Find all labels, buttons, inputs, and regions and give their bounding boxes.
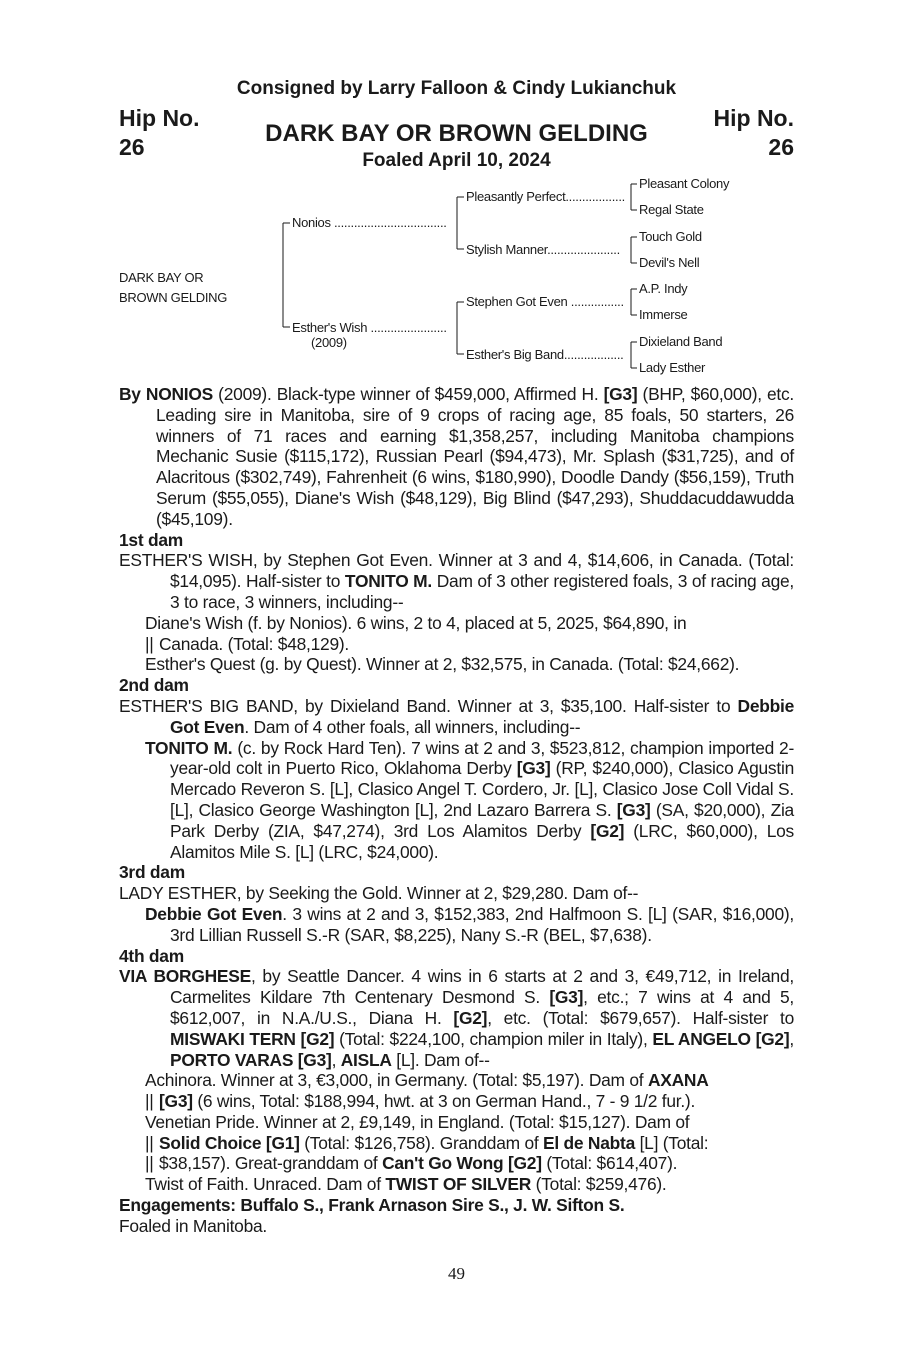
pedigree-bracket-lines	[0, 0, 913, 380]
hip-label: Hip No.	[119, 105, 200, 131]
foal-entry-cont: || [G3] (6 wins, Total: $188,994, hwt. at 3 on German Hand., 7 - 9 1/2 fur.).	[145, 1091, 696, 1112]
catalog-body	[119, 384, 794, 1237]
second-dam-paragraph: ESTHER'S BIG BAND, by Dixieland Band. Winner at 3, $35,100. Half-sister to Debbie Got Even. Dam of 4 other foals, all winners, including--	[119, 695, 794, 737]
subject-line-2: BROWN GELDING	[119, 290, 228, 305]
sire-name: Nonios	[292, 215, 331, 230]
sire-dam-name: Stylish Manner	[466, 242, 548, 257]
foal-entry-cont: || Solid Choice [G1] (Total: $126,758). Granddam of El de Nabta [L] (Total:	[145, 1132, 709, 1153]
ggp-4: Devil's Nell	[639, 255, 700, 270]
dam-sire-name: Stephen Got Even	[466, 294, 568, 309]
dam-dam-name: Esther's Big Band	[466, 347, 564, 362]
engagements: Engagements: Buffalo S., Frank Arnason Sire S., J. W. Sifton S.	[119, 1195, 625, 1216]
pedigree-subject	[119, 268, 227, 308]
ggp-2: Regal State	[639, 202, 704, 217]
foal-entry-cont: || Canada. (Total: $48,129).	[145, 633, 350, 654]
third-dam-paragraph: LADY ESTHER, by Seeking the Gold. Winner at 2, $29,280. Dam of--	[119, 883, 639, 904]
sire-paragraph: By NONIOS (2009). Black-type winner of $459,000, Affirmed H. [G3] (BHP, $60,000), etc. Leading sire in Manitoba, sire of 9 crops of racing age, 85 foals, 50 starters, 26 winners of 71 races and earning $1,358,257, including Manitoba champions Mechanic Susie ($115,172), Russian Pearl ($94,473), Mr. Splash ($31,725), and of Alacritous ($302,749), Fahrenheit (6 wins, $180,990), Doodle Dandy ($56,159), Truth Serum ($55,055), Diane's Wish ($48,129), Big Blind ($47,293), Shuddacuddawudda ($45,109).	[119, 384, 795, 529]
foaled-date: Foaled April 10, 2024	[362, 150, 551, 171]
sire-sire-name: Pleasantly Perfect	[466, 189, 566, 204]
first-dam-heading: 1st dam	[119, 529, 183, 550]
subject-line-1: DARK BAY OR	[119, 270, 204, 285]
second-dam-heading: 2nd dam	[119, 675, 189, 696]
hip-value: 26	[119, 134, 145, 160]
foal-entry: Achinora. Winner at 3, €3,000, in Germany. (Total: $5,197). Dam of AXANA	[145, 1070, 709, 1091]
first-dam-paragraph: ESTHER'S WISH, by Stephen Got Even. Winner at 3 and 4, $14,606, in Canada. (Total: $14,095). Half-sister to TONITO M. Dam of 3 other registered foals, 3 of racing age, 3 to race, 3 winners, including--	[119, 550, 794, 612]
ggp-6: Immerse	[639, 307, 688, 322]
consignor-line: Consigned by Larry Falloon & Cindy Lukianchuk	[236, 78, 677, 99]
ggp-7: Dixieland Band	[639, 334, 723, 349]
pedigree-sire: Nonios ..................................	[292, 215, 447, 230]
ggp-8: Lady Esther	[639, 360, 706, 375]
foal-entry-cont: || $38,157). Great-granddam of Can't Go Wong [G2] (Total: $614,407).	[145, 1153, 678, 1174]
third-dam-heading: 3rd dam	[119, 862, 185, 883]
foal-entry: Debbie Got Even. 3 wins at 2 and 3, $152,383, 2nd Halfmoon S. [L] (SAR, $16,000), 3rd Lillian Russell S.-R (SAR, $8,225), Nany S.-R (BEL, $7,638).	[145, 903, 794, 945]
foal-entry: Diane's Wish (f. by Nonios). 6 wins, 2 to 4, placed at 5, 2025, $64,890, in	[145, 612, 687, 633]
pedigree-dam-dam: Esther's Big Band..................	[466, 347, 624, 362]
pedigree-dam-year: (2009)	[311, 335, 347, 350]
foal-entry: Esther's Quest (g. by Quest). Winner at 2, $32,575, in Canada. (Total: $24,662).	[145, 654, 740, 675]
pedigree-sire-sire: Pleasantly Perfect..................	[466, 189, 625, 204]
foal-entry: Twist of Faith. Unraced. Dam of TWIST OF SILVER (Total: $259,476).	[145, 1174, 667, 1195]
foal-entry: Venetian Pride. Winner at 2, £9,149, in England. (Total: $15,127). Dam of	[145, 1111, 690, 1132]
page-number: 49	[448, 1264, 465, 1283]
ggp-3: Touch Gold	[639, 229, 702, 244]
horse-description-title: DARK BAY OR BROWN GELDING	[265, 120, 648, 147]
ggp-5: A.P. Indy	[639, 281, 688, 296]
pedigree-dam-sire: Stephen Got Even ................	[466, 294, 624, 309]
pedigree-sire-dam: Stylish Manner......................	[466, 242, 620, 257]
pedigree-dam: Esther's Wish .......................	[292, 320, 447, 335]
hip-value: 26	[768, 134, 794, 160]
foaled-in: Foaled in Manitoba.	[119, 1215, 267, 1236]
foal-entry: TONITO M. (c. by Rock Hard Ten). 7 wins at 2 and 3, $523,812, champion imported 2-year-old colt in Puerto Rico, Oklahoma Derby [G3] (RP, $240,000), Clasico Agustin Mercado Reveron S. [L], Clasico Angel T. Cordero, Jr. [L], Clasico Jose Coll Vidal S. [L], Clasico George Washington [L], 2nd Lazaro Barrera S. [G3] (SA, $20,000), Zia Park Derby (ZIA, $47,274), 3rd Los Alamitos Derby [G2] (LRC, $60,000), Los Alamitos Mile S. [L] (LRC, $24,000).	[145, 737, 795, 862]
hip-label: Hip No.	[713, 105, 794, 131]
fourth-dam-paragraph: VIA BORGHESE, by Seattle Dancer. 4 wins in 6 starts at 2 and 3, €49,712, in Ireland, Carmelites Kildare 7th Centenary Desmond S. [G3], etc.; 7 wins at 4 and 5, $612,007, in N.A./U.S., Diana H. [G2], etc. (Total: $679,657). Half-sister to MISWAKI TERN [G2] (Total: $224,100, champion miler in Italy), EL ANGELO [G2], PORTO VARAS [G3], AISLA [L]. Dam of--	[119, 966, 794, 1070]
sire-name-bold: NONIOS	[145, 384, 214, 404]
dam-name: Esther's Wish	[292, 320, 368, 335]
ggp-1: Pleasant Colony	[639, 176, 730, 191]
fourth-dam-heading: 4th dam	[119, 945, 184, 966]
